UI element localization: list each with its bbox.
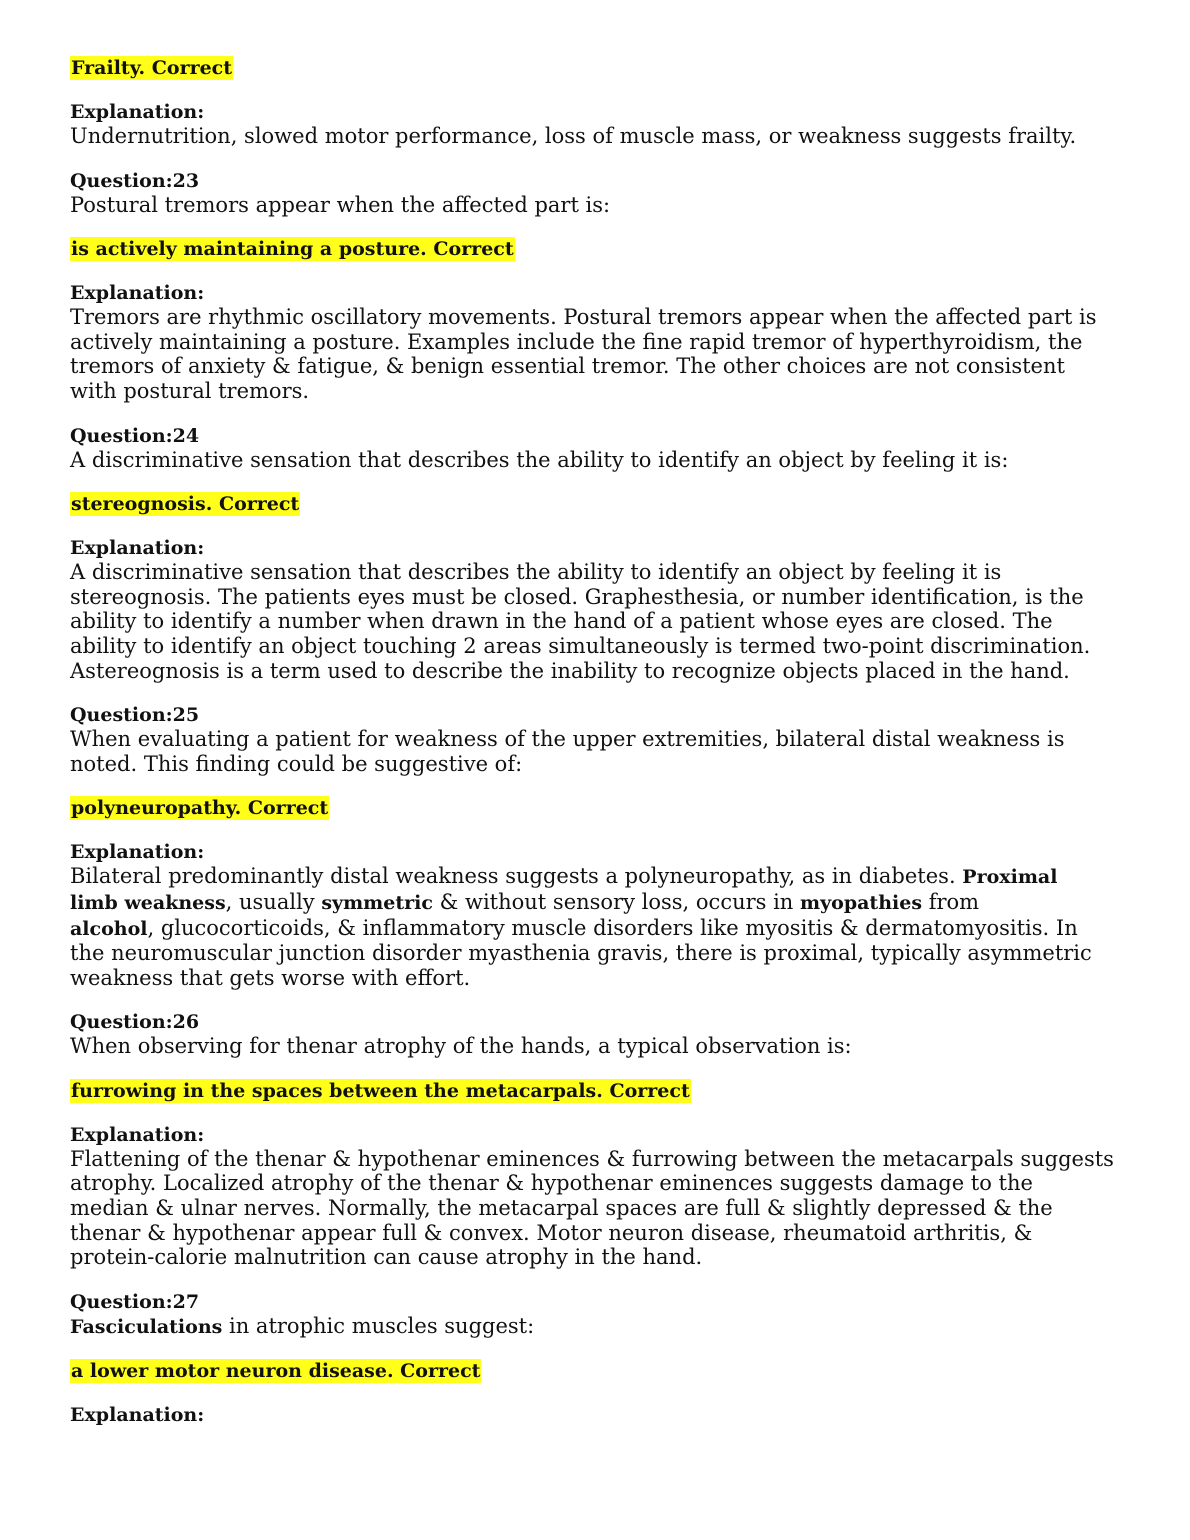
emphasis-text: limb weakness bbox=[70, 891, 226, 914]
explanation-text: , usually bbox=[225, 889, 322, 914]
explanation-text: , glucocorticoids, & inflammatory muscle disorders like myositis & dermatomyositis. In bbox=[147, 915, 1078, 940]
explanation-line: protein-calorie malnutrition can cause atrophy in the hand. bbox=[70, 1245, 703, 1270]
explanation-line bbox=[70, 864, 1140, 890]
emphasis-text: symmetric bbox=[321, 891, 433, 914]
question-label: Question:26 bbox=[70, 1011, 200, 1034]
emphasis-text: myopathies bbox=[800, 891, 923, 914]
emphasis-text: alcohol bbox=[70, 917, 148, 940]
question-text: noted. This finding could be suggestive of: bbox=[70, 751, 523, 776]
emphasis-text: Fasciculations bbox=[70, 1315, 223, 1338]
question-label: Question:25 bbox=[70, 704, 200, 727]
question-text bbox=[70, 1314, 1140, 1340]
explanation-line: stereognosis. The patients eyes must be closed. Graphesthesia, or number identification, is the bbox=[70, 584, 1084, 609]
explanation-line: the neuromuscular junction disorder myasthenia gravis, there is proximal, typically asymmetric bbox=[70, 941, 1092, 966]
question-rest: in atrophic muscles suggest: bbox=[222, 1313, 535, 1338]
answer-highlight: polyneuropathy. Correct bbox=[71, 797, 329, 820]
explanation-line: Astereognosis is a term used to describe the inability to recognize objects placed in the hand. bbox=[70, 658, 1070, 683]
explanation-line: Flattening of the thenar & hypothenar eminences & furrowing between the metacarpals suggests bbox=[70, 1146, 1114, 1171]
explanation-label: Explanation: bbox=[70, 101, 205, 123]
answer-highlight: stereognosis. Correct bbox=[71, 493, 300, 516]
explanation-label: Explanation: bbox=[70, 841, 205, 864]
explanation-label: Explanation: bbox=[70, 1404, 205, 1427]
answer-highlight: furrowing in the spaces between the metacarpals. Correct bbox=[71, 1079, 690, 1102]
question-label: Question:24 bbox=[70, 424, 200, 447]
explanation-label: Explanation: bbox=[70, 537, 205, 560]
explanation-line: median & ulnar nerves. Normally, the metacarpal spaces are full & slightly depressed & the bbox=[70, 1196, 1053, 1221]
explanation-text: Bilateral predominantly distal weakness suggests a polyneuropathy, as in diabetes. bbox=[70, 864, 963, 889]
question-label: Question:27 bbox=[70, 1290, 200, 1313]
explanation-label: Explanation: bbox=[70, 1123, 205, 1146]
question-label: Question:23 bbox=[70, 169, 200, 192]
explanation-line: tremors of anxiety & fatigue, & benign essential tremor. The other choices are not consistent bbox=[70, 354, 1065, 379]
explanation-text: & without sensory loss, occurs in bbox=[432, 889, 801, 914]
explanation-line: actively maintaining a posture. Examples include the fine rapid tremor of hyperthyroidism, the bbox=[70, 329, 1083, 354]
explanation-line bbox=[70, 916, 1140, 942]
explanation-text: from bbox=[922, 889, 980, 914]
explanation-line: atrophy. Localized atrophy of the thenar & hypothenar eminences suggests damage to the bbox=[70, 1171, 1033, 1196]
answer-highlight: a lower motor neuron disease. Correct bbox=[71, 1360, 481, 1383]
question-text: When evaluating a patient for weakness of the upper extremities, bilateral distal weakness is bbox=[70, 727, 1065, 752]
explanation-line: Tremors are rhythmic oscillatory movements. Postural tremors appear when the affected part is bbox=[70, 305, 1097, 330]
answer-highlight: Frailty. Correct bbox=[71, 57, 233, 79]
document-page bbox=[70, 56, 1140, 1427]
explanation-line bbox=[70, 890, 1140, 916]
emphasis-text: Proximal bbox=[962, 866, 1058, 889]
explanation-line: thenar & hypothenar appear full & convex. Motor neuron disease, rheumatoid arthritis, & bbox=[70, 1220, 1033, 1245]
question-text: When observing for thenar atrophy of the hands, a typical observation is: bbox=[70, 1034, 852, 1059]
explanation-line: with postural tremors. bbox=[70, 378, 310, 403]
explanation-line: A discriminative sensation that describes the ability to identify an object by feeling it is bbox=[70, 560, 1002, 585]
explanation-line: weakness that gets worse with effort. bbox=[70, 965, 471, 990]
question-text: A discriminative sensation that describes the ability to identify an object by feeling it is: bbox=[70, 447, 1009, 472]
explanation-line: Undernutrition, slowed motor performance, loss of muscle mass, or weakness suggests frailty. bbox=[70, 124, 1077, 148]
explanation-line: ability to identify a number when drawn in the hand of a patient whose eyes are closed. The bbox=[70, 609, 1053, 634]
explanation-line: ability to identify an object touching 2 areas simultaneously is termed two-point discrimination. bbox=[70, 633, 1091, 658]
question-text: Postural tremors appear when the affected part is: bbox=[70, 192, 611, 217]
answer-highlight: is actively maintaining a posture. Correct bbox=[71, 238, 514, 261]
explanation-label: Explanation: bbox=[70, 282, 205, 305]
